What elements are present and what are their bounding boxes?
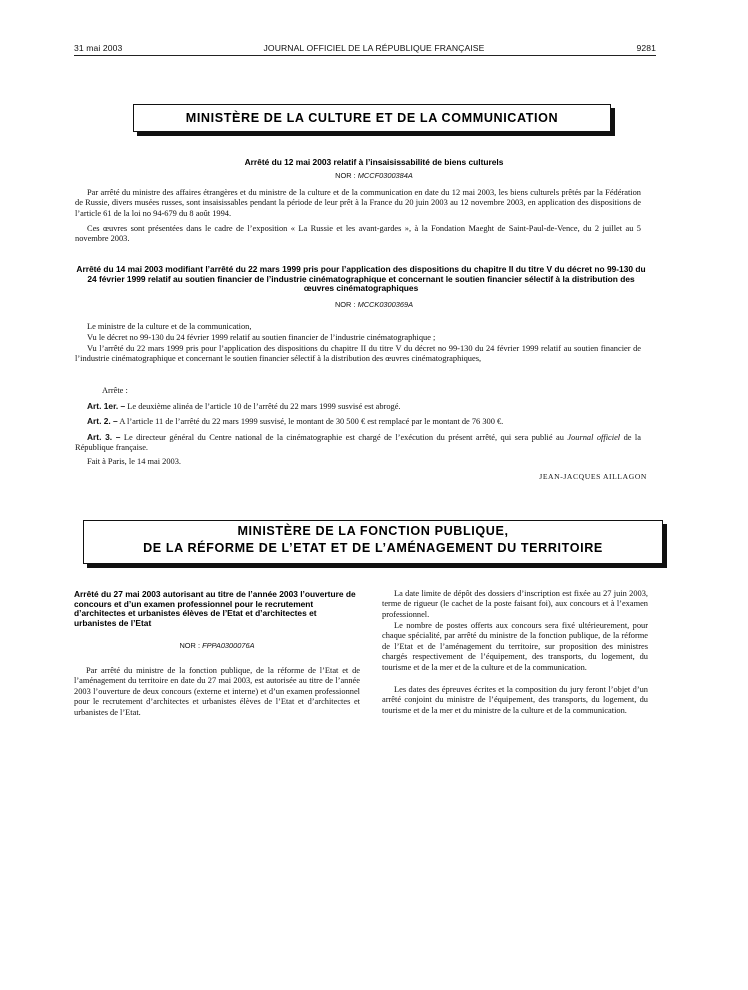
ministry-fonction-publique-line-1: MINISTÈRE DE LA FONCTION PUBLIQUE, [237, 524, 509, 538]
decree1-nor: NOR : MCCF0300384A [335, 171, 413, 180]
decree2-signature: JEAN-JACQUES AILLAGON [539, 472, 647, 481]
journal-officiel-italic: Journal officiel [567, 433, 621, 442]
decree2-nor: NOR : MCCK0300369A [334, 300, 414, 309]
decree1-title: Arrêté du 12 mai 2003 relatif à l’insaisissabilité de biens culturels [244, 157, 504, 167]
page-number: 9281 [636, 43, 656, 53]
decree2-vu-1: Vu le décret no 99-130 du 24 février 1999 relatif au soutien financier de l’industrie cinématographique ; [87, 333, 436, 342]
article-2-text: A l’article 11 de l’arrêté du 22 mars 1999 susvisé, le montant de 30 500 € est remplacé par le montant de 76 300 €. [117, 417, 504, 426]
decree2-intro: Le ministre de la culture et de la communication, [87, 322, 252, 331]
ministry-culture-title: MINISTÈRE DE LA CULTURE ET DE LA COMMUNICATION [185, 111, 559, 125]
ministry-culture-box [133, 104, 611, 132]
decree1-nor-code: MCCF0300384A [357, 171, 413, 180]
decree2-article-1 [87, 401, 641, 412]
article-1-text: Le deuxième alinéa de l’article 10 de l’arrêté du 22 mars 1999 susvisé est abrogé. [125, 402, 401, 411]
decree2-article-3: Art. 3. – Le directeur général du Centre national de la cinématographie est chargé de l’exécution du présent arrêté, qui sera publié au Journal officiel de la République française. [75, 432, 641, 453]
decree1-paragraph-2: Ces œuvres sont présentées dans le cadre de l’exposition « La Russie et les avant-gardes », à la Fondation Maeght de Saint-Paul-de-Vence, du 2 juillet au 5 novembre 2003. [75, 224, 641, 244]
article-1-label: Art. 1er. – [87, 401, 126, 411]
journal-title: JOURNAL OFFICIEL DE LA RÉPUBLIQUE FRANÇAISE [263, 43, 485, 53]
decree3-nor: NOR : FPPA0300076A [179, 641, 255, 650]
decree3-paragraph-2: La date limite de dépôt des dossiers d’inscription est fixée au 27 juin 2003, terme de rigueur (le cachet de la poste faisant foi), aux concours et à l’examen professionnel. [382, 589, 648, 619]
decree3-title: Arrêté du 27 mai 2003 autorisant au titre de l’année 2003 l’ouverture de concours et d’un examen professionnel pour le recrutement d’architectes et urbanistes élèves de l’Etat et d’architectes et urbanistes de l’Etat [74, 589, 356, 628]
decree1-paragraph-1: Par arrêté du ministre des affaires étrangères et du ministre de la culture et de la communication en date du 12 mai 2003, les biens culturels prêtés par la Fédération de Russie, divers musées russes, sont insaisissables pendant la période de leur prêt à la France du 20 juin 2003 au 12 novembre 2003, en application des dispositions de l’article 61 de la loi no 94-679 du 8 août 1994. [75, 188, 641, 218]
decree3-paragraph-3: Le nombre de postes offerts aux concours sera fixé ultérieurement, pour chaque spécialité, par arrêté du ministre de la fonction publique, de la réforme de l’Etat et de l’aménagement du territoire, sur proposition des ministres chargés respectivement de l’équipement, des transports, du logement, du tourisme et de la mer et de la culture et de la communication. [382, 621, 648, 672]
decree2-article-2 [87, 416, 641, 427]
decree2-done: Fait à Paris, le 14 mai 2003. [87, 457, 181, 466]
decree3-paragraph-4: Les dates des épreuves écrites et la composition du jury feront l’objet d’un arrêté conjoint du ministre de l’équipement, des transports, du logement, du tourisme et de la mer et du ministre de la culture et de la communication. [382, 685, 648, 715]
ministry-fonction-publique-box [83, 520, 663, 564]
ministry-fonction-publique-line-2: DE LA RÉFORME DE L’ETAT ET DE L’AMÉNAGEMENT DU TERRITOIRE [143, 541, 603, 555]
decree2-arrete: Arrête : [102, 386, 128, 395]
header-rule [74, 55, 656, 56]
decree3-paragraph-1: Par arrêté du ministre de la fonction publique, de la réforme de l’Etat et de l’aménagement du territoire en date du 27 mai 2003, est autorisée au titre de l’année 2003 l’ouverture de deux concours (externe et interne) et d’un examen professionnel pour le recrutement d’architectes et urbanistes élèves de l’Etat et d’architectes et urbanistes de l’Etat. [74, 666, 360, 717]
decree3-nor-code: FPPA0300076A [202, 641, 255, 650]
header-date: 31 mai 2003 [74, 43, 123, 53]
decree2-nor-code: MCCK0300369A [357, 300, 414, 309]
decree2-title: Arrêté du 14 mai 2003 modifiant l’arrêté du 22 mars 1999 pris pour l’application des dispositions du chapitre II du titre V du décret no 99-130 du 24 février 1999 relatif au soutien financier de l’industrie cinématographique et concernant le soutien financier sélectif à la distribution des œuvres cinématographiques [76, 264, 646, 294]
article-2-label: Art. 2. – [87, 416, 118, 426]
article-3-label: Art. 3. – [87, 432, 121, 442]
decree2-vu-2: Vu l’arrêté du 22 mars 1999 pris pour l’application des dispositions du chapitre II du titre V du décret no 99-130 du 24 février 1999 relatif au soutien financier de l’industrie cinématographique et concernant le soutien financier sélectif à la distribution des œuvres cinématographiques, [75, 344, 641, 364]
